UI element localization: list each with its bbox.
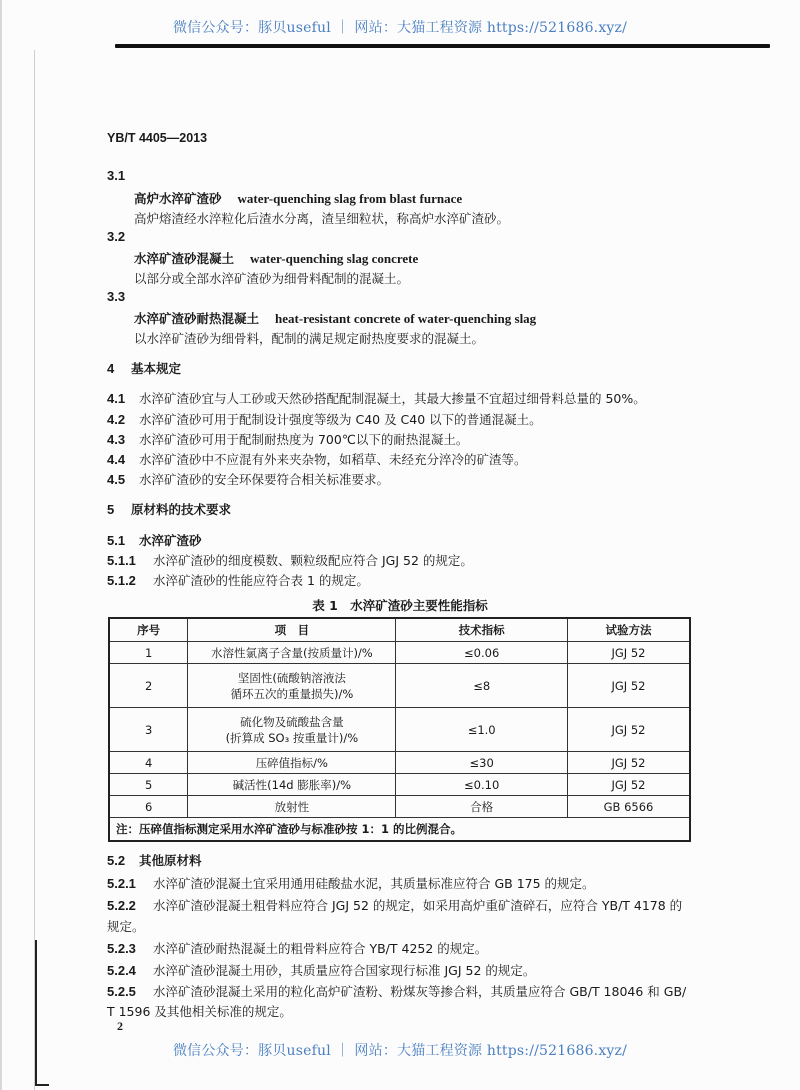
cell-method: JGJ 52: [567, 774, 690, 796]
cell-no: 3: [109, 708, 188, 752]
cell-method: JGJ 52: [567, 708, 690, 752]
term-definition: 以水淬矿渣砂为细骨料，配制的满足规定耐热度要求的混凝土。: [134, 331, 485, 346]
table-header-row: [109, 618, 690, 642]
term-definition: 高炉熔渣经水淬粒化后渣水分离，渣呈细粒状，称高炉水淬矿渣砂。: [134, 211, 510, 226]
cell-no: 6: [109, 796, 188, 818]
performance-table: [108, 617, 691, 842]
cell-spec: ≤30: [396, 752, 568, 774]
col-header-item: 项 目: [188, 618, 396, 642]
cell-method: JGJ 52: [567, 642, 690, 664]
page-number: 2: [117, 1019, 123, 1033]
col-header-no: 序号: [109, 618, 188, 642]
term-number: 3.2: [107, 229, 126, 244]
cell-method: JGJ 52: [567, 752, 690, 774]
table-row: [109, 774, 690, 796]
table-note: 注：压碎值指标测定采用水淬矿渣砂与标准砂按 1：1 的比例混合。: [109, 818, 690, 842]
cell-item: 放射性: [188, 796, 396, 818]
standard-code: YB/T 4405—2013: [107, 131, 208, 145]
viewer-left-edge: [0, 0, 2, 1090]
clause: 4.1 水淬矿渣砂宜与人工砂或天然砂搭配配制混凝土，其最大掺量不宜超过细骨料总量的 50%。: [107, 391, 646, 406]
cell-spec: ≤8: [396, 664, 568, 708]
cell-item: 压碎值指标/%: [188, 752, 396, 774]
cell-spec: ≤1.0: [396, 708, 568, 752]
term-number: 3.3: [107, 289, 126, 304]
table-row: [109, 708, 690, 752]
term-english: water-quenching slag from blast furnace: [237, 191, 463, 206]
cell-spec: ≤0.06: [396, 642, 568, 664]
header-rule: [115, 44, 770, 48]
clause: 5.2.2 水淬矿渣砂混凝土粗骨料应符合 JGJ 52 的规定，如采用高炉重矿渣碎石，应符合 YB/T 4178 的: [107, 898, 683, 913]
table-note-row: [109, 818, 690, 842]
table-row: [109, 664, 690, 708]
cell-no: 5: [109, 774, 188, 796]
term-chinese: 水淬矿渣砂耐热混凝土: [134, 311, 260, 326]
term-heading: [134, 309, 536, 327]
subsection-heading-5-2: 5.2 其他原材料: [107, 853, 202, 868]
term-heading: [134, 249, 418, 267]
clause: 4.4 水淬矿渣砂中不应混有外来夹杂物，如稻草、未经充分淬冷的矿渣等。: [107, 452, 527, 467]
clause-continuation: T 1596 及其他相关标准的规定。: [107, 1004, 292, 1019]
term-number: 3.1: [107, 168, 126, 183]
section-heading-5: 5 原材料的技术要求: [107, 502, 232, 517]
term-chinese: 水淬矿渣砂混凝土: [134, 251, 235, 266]
cell-item: 硫化物及硫酸盐含量 (折算成 SO₃ 按重量计)/%: [188, 708, 396, 752]
clause: 4.3 水淬矿渣砂可用于配制耐热度为 700℃以下的耐热混凝土。: [107, 432, 469, 447]
cell-no: 4: [109, 752, 188, 774]
watermark-bottom: 微信公众号：豚贝useful ｜ 网站：大猫工程资源 https://521686.xyz/: [172, 1043, 628, 1059]
clause: 5.1.2 水淬矿渣砂的性能应符合表 1 的规定。: [107, 573, 369, 588]
cell-no: 2: [109, 664, 188, 708]
table-row: [109, 642, 690, 664]
col-header-method: 试验方法: [567, 618, 690, 642]
col-header-spec: 技术指标: [396, 618, 568, 642]
table-caption: 表 1 水淬矿渣砂主要性能指标: [312, 598, 488, 613]
term-chinese: 高炉水淬矿渣砂: [134, 191, 222, 206]
clause: 5.1.1 水淬矿渣砂的细度模数、颗粒级配应符合 JGJ 52 的规定。: [107, 553, 473, 568]
cell-spec: 合格: [396, 796, 568, 818]
clause-continuation: 规定。: [107, 919, 145, 934]
page-frame-bottom: [35, 1084, 49, 1086]
term-heading: [134, 189, 462, 207]
page-frame-left: [34, 50, 35, 1090]
table-row: [109, 796, 690, 818]
cell-no: 1: [109, 642, 188, 664]
table-row: [109, 752, 690, 774]
cell-item: 碱活性(14d 膨胀率)/%: [188, 774, 396, 796]
page-frame-left-dark: [35, 940, 37, 1085]
term-definition: 以部分或全部水淬矿渣砂为细骨料配制的混凝土。: [134, 271, 410, 286]
subsection-heading-5-1: 5.1 水淬矿渣砂: [107, 533, 202, 548]
term-english: heat-resistant concrete of water-quenching slag: [275, 311, 537, 326]
cell-item: 坚固性(硫酸钠溶液法 循环五次的重量损失)/%: [188, 664, 396, 708]
section-heading-4: 4 基本规定: [107, 361, 182, 376]
clause: 4.5 水淬矿渣砂的安全环保要符合相关标准要求。: [107, 472, 390, 487]
cell-method: JGJ 52: [567, 664, 690, 708]
cell-spec: ≤0.10: [396, 774, 568, 796]
clause: 5.2.4 水淬矿渣砂混凝土用砂，其质量应符合国家现行标准 JGJ 52 的规定。: [107, 963, 536, 978]
clause: 5.2.5 水淬矿渣砂混凝土采用的粒化高炉矿渣粉、粉煤灰等掺合料，其质量应符合 GB/T 18046 和 GB/: [107, 984, 687, 999]
clause: 4.2 水淬矿渣砂可用于配制设计强度等级为 C40 及 C40 以下的普通混凝土。: [107, 412, 542, 427]
term-english: water-quenching slag concrete: [250, 251, 419, 266]
watermark-top: 微信公众号：豚贝useful ｜ 网站：大猫工程资源 https://521686.xyz/: [172, 20, 628, 36]
cell-item: 水溶性氯离子含量(按质量计)/%: [188, 642, 396, 664]
clause: 5.2.3 水淬矿渣砂耐热混凝土的粗骨料应符合 YB/T 4252 的规定。: [107, 941, 488, 956]
cell-method: GB 6566: [567, 796, 690, 818]
clause: 5.2.1 水淬矿渣砂混凝土宜采用通用硅酸盐水泥，其质量标准应符合 GB 175 的规定。: [107, 876, 595, 891]
